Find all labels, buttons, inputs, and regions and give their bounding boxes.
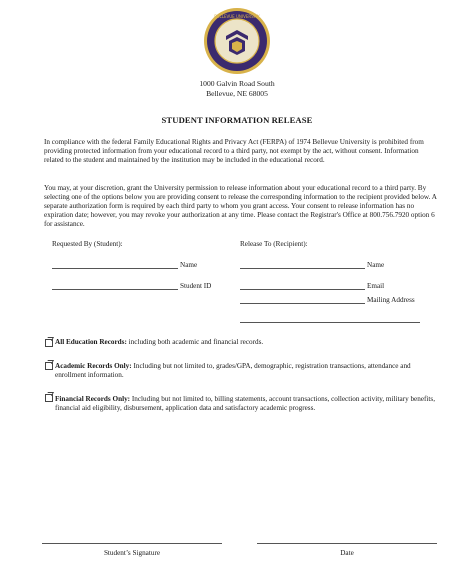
release-to-header: Release To (Recipient): [240,240,308,248]
student-signature-label: Student’s Signature [103,549,161,557]
financial-records-checkbox[interactable] [45,394,53,402]
financial-records-option [55,395,435,413]
recipient-name-label: Name [367,261,385,269]
svg-text:BELLEVUE UNIVERSITY: BELLEVUE UNIVERSITY [214,14,260,19]
academic-records-title: Academic Records Only: [55,362,132,370]
page-title: STUDENT INFORMATION RELEASE [161,115,313,125]
student-name-label: Name [180,261,198,269]
all-records-title: All Education Records: [55,338,127,346]
date-field[interactable] [257,543,437,544]
recipient-address-field[interactable] [240,303,365,304]
ferpa-paragraph: In compliance with the federal Family Educational Rights and Privacy Act (FERPA) of 1974 Bellevue University is prohibited from providing protected information from your educational record to a third party, not exempt by the act, without consent. Information related to the student and maintained by the institution may be included in the educational record. [44,138,424,164]
financial-records-title: Financial Records Only: [55,395,131,403]
financial-records-desc: Including but not limited to, billing statements, account transactions, collection activity, military benefits, financial aid eligibility, disbursement, application data and satisfactory academic progress. [55,395,436,412]
recipient-email-field[interactable] [240,289,365,290]
recipient-address-line-2[interactable] [240,322,420,323]
all-records-checkbox[interactable] [45,339,53,347]
university-seal-logo [202,6,272,76]
consent-paragraph: You may, at your discretion, grant the University permission to release information about your educational record to a third party. By selecting one of the options below you are providing consent to release the corresponding information to the recipient provided below. A separate authorization form is required by each third party to whom you grant access. Your consent to release information has no expiration date; however, you may revoke your authorization at any time. Please contact the Registrar's Office at 800.756.7920 option 6 for assistance. [44,184,437,228]
all-records-desc: including both academic and financial records. [126,338,264,346]
recipient-name-field[interactable] [240,268,365,269]
student-name-field[interactable] [52,268,178,269]
student-signature-field[interactable] [42,543,222,544]
all-records-option [55,338,435,347]
recipient-address-label: Mailing Address [367,296,415,304]
recipient-email-label: Email [367,282,385,290]
student-id-field[interactable] [52,289,178,290]
date-label: Date [340,549,354,557]
address-line-1: 1000 Galvin Road South [199,79,275,88]
academic-records-checkbox[interactable] [45,362,53,370]
student-id-label: Student ID [180,282,212,290]
address-line-2: Bellevue, NE 68005 [206,89,268,98]
requested-by-header: Requested By (Student): [52,240,123,248]
academic-records-option [55,362,435,380]
academic-records-desc: Including but not limited to, grades/GPA, demographic, registration transactions, attendance and enrollment information. [55,362,411,379]
